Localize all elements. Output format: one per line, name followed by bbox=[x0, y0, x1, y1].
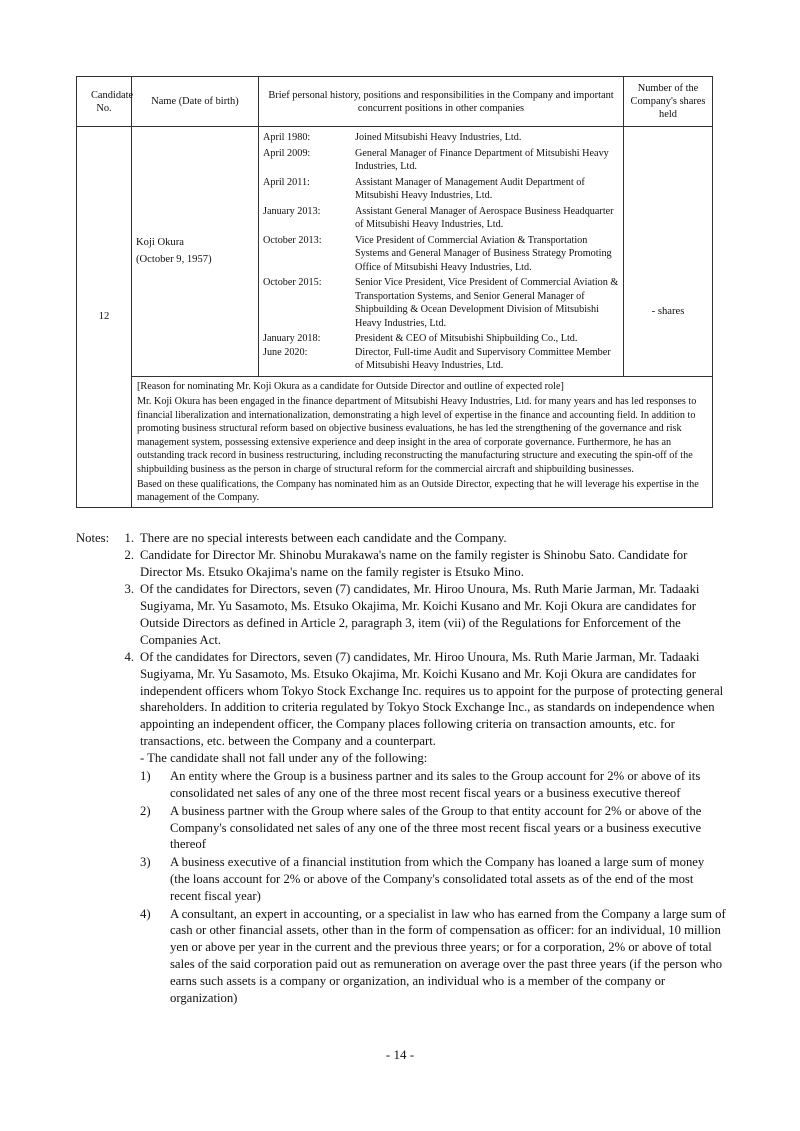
reason-heading: [Reason for nominating Mr. Koji Okura as a candidate for Outside Director and outline of expected role] bbox=[137, 380, 564, 392]
header-name: Name (Date of birth) bbox=[132, 77, 259, 127]
condition-item: 2) A business partner with the Group where sales of the Group to that entity account for 2% or above of the Company's consolidated net sales of any one of the three most recent fiscal years or a business executive thereof bbox=[140, 803, 702, 852]
note-item: 4. Of the candidates for Directors, seven (7) candidates, Mr. Hiroo Unoura, Ms. Ruth Marie Jarman, Mr. Tadaaki Sugiyama, Mr. Yu Sasamoto, Ms. Etsuko Okajima, Mr. Koichi Kusano and Mr. Koji Okura are candidates for independent officers whom Tokyo Stock Exchange Inc. requires us to appoint for the purpose of protecting general shareholders. In addition to criteria regulated by Tokyo Stock Exchange Inc., as standards on independence when appointing an independent officer, the Company places following criteria on transaction amounts, etc. for transactions, etc. between the Company and a counterpart. bbox=[124, 650, 724, 749]
history-entry: October 2015: Senior Vice President, Vice President of Commercial Aviation & Transportation Systems, and Senior General Manager of Shipbuilding & Ocean Development Division of Mitsubishi Heavy Industries, Ltd. bbox=[263, 277, 619, 329]
candidate-row bbox=[77, 127, 713, 377]
history-cell bbox=[259, 127, 624, 377]
notes-section bbox=[76, 530, 726, 1006]
candidate-table bbox=[76, 76, 713, 508]
candidate-birth: (October 9, 1957) bbox=[136, 254, 212, 266]
history-entry: January 2018: President & CEO of Mitsubishi Shipbuilding Co., Ltd. bbox=[263, 333, 578, 344]
history-entry: April 1980: Joined Mitsubishi Heavy Industries, Ltd. bbox=[263, 132, 522, 143]
note-item: Notes: 1. There are no special interests between each candidate and the Company. bbox=[76, 531, 507, 545]
page-number: - 14 - bbox=[385, 1047, 415, 1062]
header-candidate-no: Candidate No. bbox=[77, 77, 132, 127]
condition-item: 1) An entity where the Group is a business partner and its sales to the Group account for 2% or above of its consolidated net sales of any one of the three most recent fiscal years or a business executive thereof bbox=[140, 769, 701, 800]
reason-conclusion: Based on these qualifications, the Company has nominated him as an Outside Director, expecting that he will leverage his expertise in the management of the Company. bbox=[137, 478, 699, 504]
history-entry: June 2020: Director, Full-time Audit and Supervisory Committee Member of Mitsubishi Heavy Industries, Ltd. bbox=[263, 346, 611, 371]
shares-held: - shares bbox=[624, 127, 713, 377]
reason-cell bbox=[132, 376, 713, 507]
reason-row bbox=[77, 376, 713, 507]
condition-item: 4) A consultant, an expert in accounting, or a specialist in law who has earned from the Company a large sum of cash or other financial assets, other than in the form of compensation as officer: for an individual, 10 million yen or above per year in the current and the previous three years; or for a corporation, 2% or above of total sales of the said corporation paid out as remuneration on average over the past three years (if the person who earns such assets is a company or organization, an individual who is a member of the company or organization) bbox=[140, 906, 726, 1005]
condition-intro: - The candidate shall not fall under any of the following: bbox=[140, 751, 428, 766]
condition-item: 3) A business executive of a financial institution from which the Company has loaned a large sum of money (the loans account for 2% or above of the Company's consolidated total assets as of the end of the most recent fiscal year) bbox=[140, 855, 705, 903]
candidate-name: Koji Okura bbox=[136, 237, 184, 249]
candidate-number: 12 bbox=[77, 127, 132, 508]
history-entry: April 2009: General Manager of Finance Department of Mitsubishi Heavy Industries, Ltd. bbox=[263, 147, 609, 172]
note-item: 2. Candidate for Director Mr. Shinobu Murakawa's name on the family register is Shinobu Sato. Candidate for Director Ms. Etsuko Okajima's name on the family register is Etsuko Mino. bbox=[124, 548, 688, 580]
table-header-row bbox=[77, 77, 713, 127]
notes-label: Notes: bbox=[76, 531, 110, 545]
header-shares: Number of the Company's shares held bbox=[624, 77, 713, 127]
history-entry: April 2011: Assistant Manager of Management Audit Department of Mitsubishi Heavy Industries, Ltd. bbox=[263, 176, 585, 201]
header-history: Brief personal history, positions and responsibilities in the Company and important concurrent positions in other companies bbox=[259, 77, 624, 127]
history-entry: October 2013: Vice President of Commercial Aviation & Transportation Systems and General Manager of Business Strategy Promoting Office of Mitsubishi Heavy Industries, Ltd. bbox=[263, 234, 612, 273]
note-item: 3. Of the candidates for Directors, seven (7) candidates, Mr. Hiroo Unoura, Ms. Ruth Marie Jarman, Mr. Tadaaki Sugiyama, Mr. Yu Sasamoto, Ms. Etsuko Okajima, Mr. Koichi Kusano and Mr. Koji Okura are candidates for Outside Directors as defined in Article 2, paragraph 3, item (vii) of the Regulations for Enforcement of the Companies Act. bbox=[124, 582, 700, 647]
history-entry: January 2013: Assistant General Manager of Aerospace Business Headquarter of Mitsubishi Heavy Industries, Ltd. bbox=[263, 205, 614, 230]
reason-body: Mr. Koji Okura has been engaged in the finance department of Mitsubishi Heavy Industries, Ltd. for many years and has led responses to financial liberalization and internationalization, demonstrating a high level of expertise in the finance and accounting field. In addition to promoting business structural reform based on objective business evaluations, he has led the strengthening of the governance and risk management system, possessing extensive experience and deep insight in the area of corporate governance. Furthermore, he has an outstanding track record in business restructuring, including reconstructing the manufacturing structure and executing the spin-off of the shipbuilding business as the person in charge of structural reform for the commercial aircraft and shipbuilding businesses. bbox=[137, 396, 697, 476]
candidate-name-cell bbox=[132, 127, 259, 377]
